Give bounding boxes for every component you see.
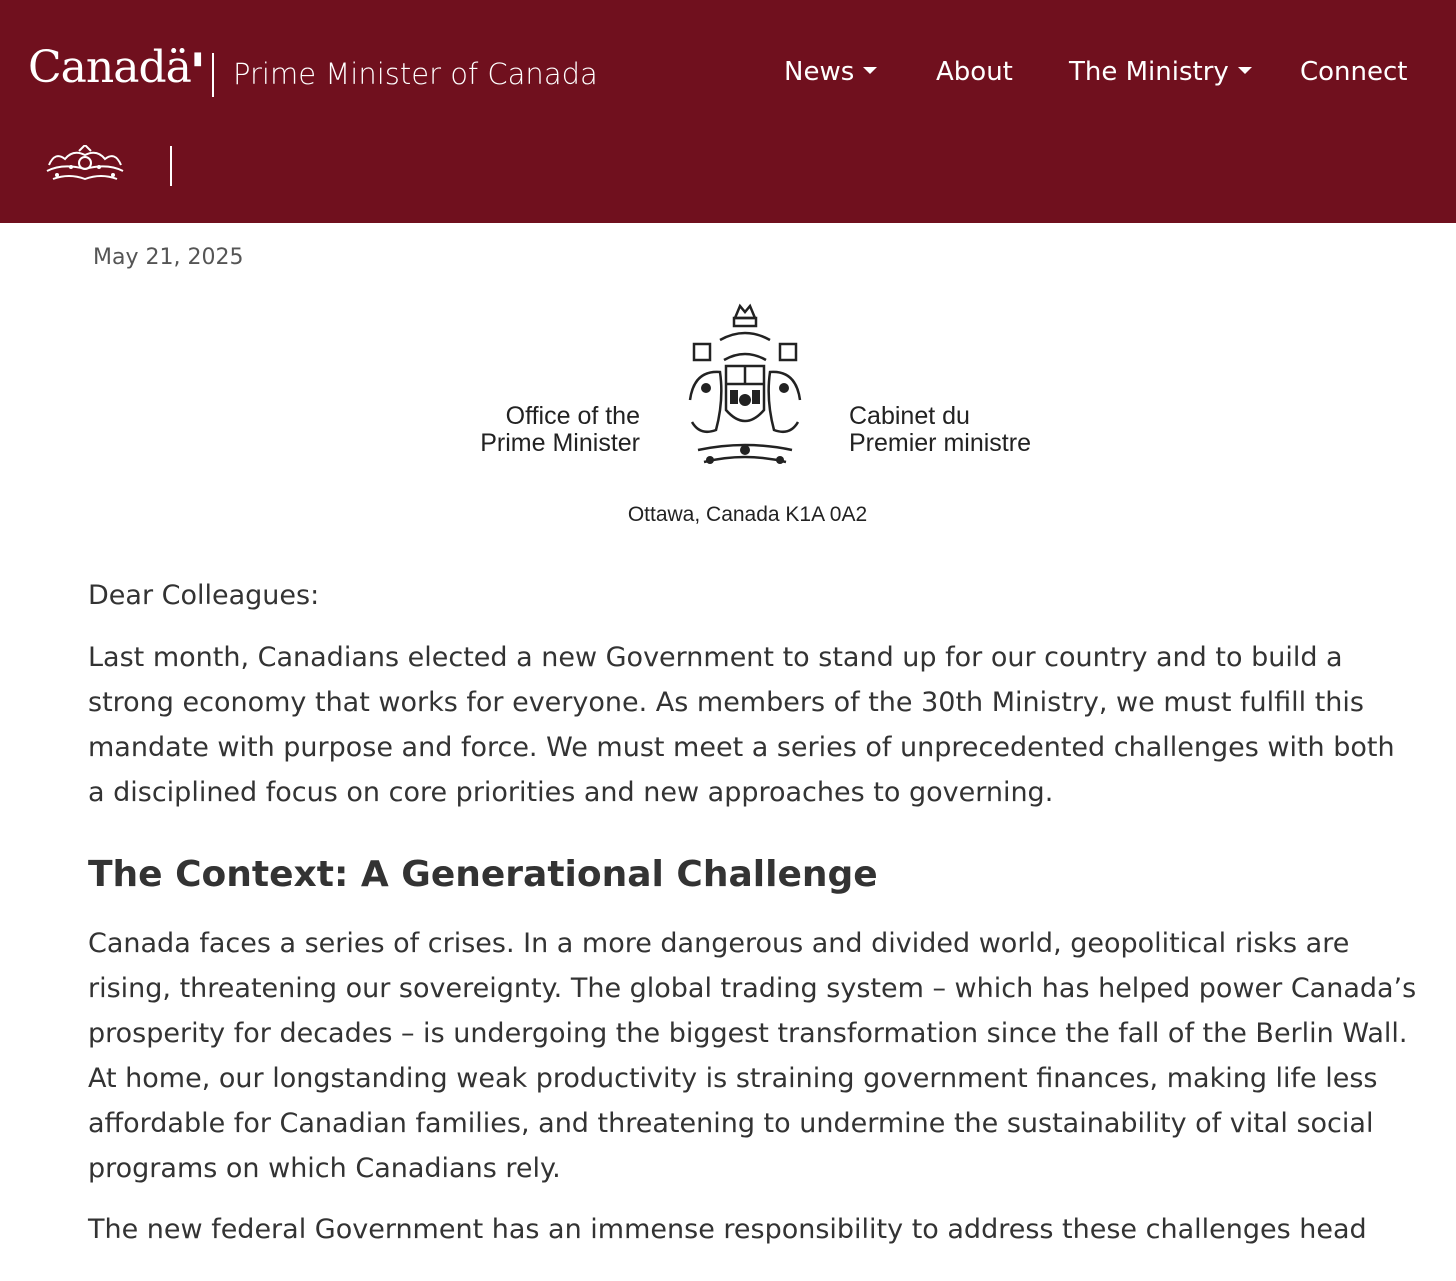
publish-date: May 21, 2025 [93, 245, 244, 270]
letterhead-right-line2: Premier ministre [849, 429, 1031, 457]
nav-connect-label: Connect [1300, 57, 1408, 87]
nav-the-ministry[interactable] [1069, 57, 1252, 87]
royal-emblem-icon[interactable] [43, 145, 127, 185]
letterhead-right-line1: Cabinet du [849, 402, 970, 430]
wordmark-text: Canadä [28, 42, 191, 93]
section-heading: The Context: A Generational Challenge [88, 854, 878, 895]
nav-connect[interactable] [1300, 57, 1408, 87]
letterhead-left [480, 403, 640, 457]
letterhead-right [849, 403, 1031, 457]
nav-news-label: News [784, 57, 855, 87]
intro-paragraph: Last month, Canadians elected a new Government to stand up for our country and to build a strong economy that works for everyone. As members of the 30th Ministry, we must fulfill this mandate with purpose and force. We must meet a series of unprecedented challenges with both a disciplined focus on core priorities and new approaches to governing. [88, 642, 1395, 808]
canada-flag-icon: ▮ [192, 48, 202, 69]
letterhead-address: Ottawa, Canada K1A 0A2 [627, 503, 868, 526]
salutation: Dear Colleagues: [88, 580, 320, 611]
caret-down-icon [1238, 67, 1252, 74]
emblem-divider [170, 146, 172, 186]
section-paragraph-2: The new federal Government has an immense responsibility to address these challenges head [88, 1214, 1367, 1245]
section-paragraph-1: Canada faces a series of crises. In a more dangerous and divided world, geopolitical risks are rising, threatening our sovereignty. The global trading system – which has helped power Canada’s prosperity for decades – is undergoing the biggest transformation since the fall of the Berlin Wall. At home, our longstanding weak productivity is straining government finances, making life less affordable for Canadian families, and threatening to undermine the sustainability of vital social programs on which Canadians rely. [88, 928, 1417, 1184]
letterhead-left-line2: Prime Minister [480, 429, 640, 457]
nav-ministry-label: The Ministry [1069, 57, 1229, 87]
nav-about[interactable] [936, 57, 1013, 87]
site-title-link[interactable]: Prime Minister of Canada [233, 57, 598, 91]
nav-about-label: About [936, 57, 1013, 87]
caret-down-icon [863, 67, 877, 74]
nav-news[interactable] [784, 57, 877, 87]
coat-of-arms-icon [680, 300, 810, 480]
letterhead [450, 300, 1070, 540]
article-body [88, 575, 1418, 1268]
site-header [0, 0, 1456, 223]
letterhead-left-line1: Office of the [505, 402, 640, 430]
canada-wordmark[interactable] [28, 42, 202, 93]
header-divider [212, 53, 214, 97]
